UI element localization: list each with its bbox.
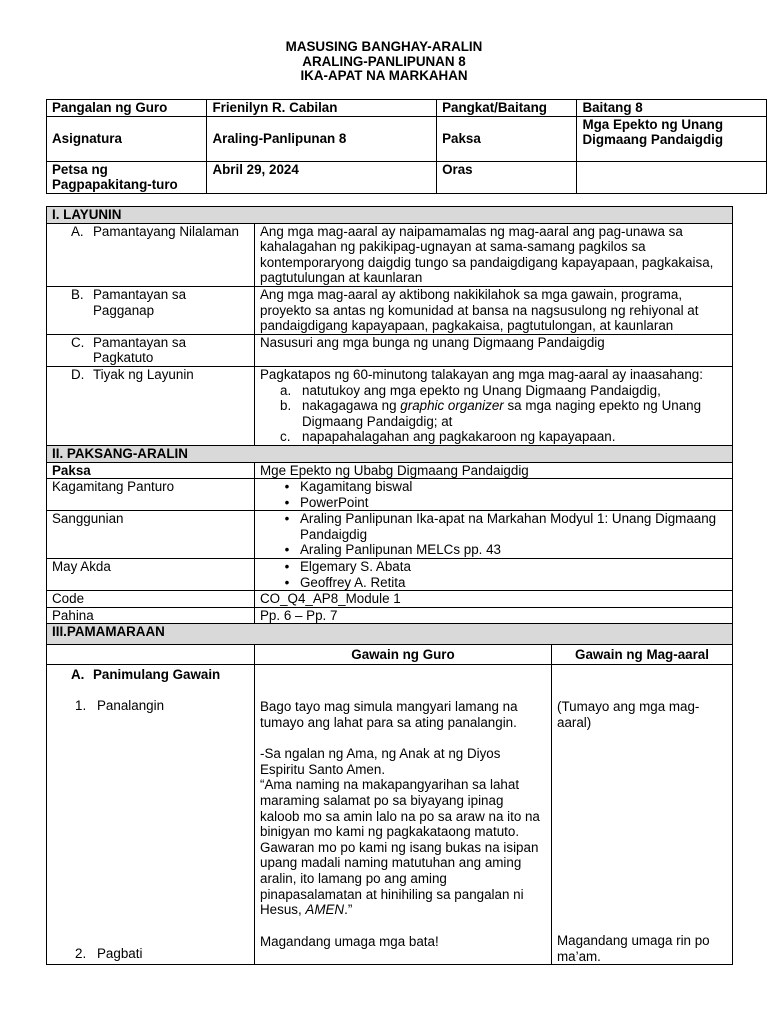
petsa-value: Abril 29, 2024: [207, 161, 437, 193]
objective-text-part: sa mga naging epekto ng Unang Digmaang Pandaigdig; at: [302, 398, 702, 429]
list-item: [260, 575, 727, 591]
layunin-d-label: Tiyak ng Layunin: [93, 366, 194, 382]
layunin-a-letter: A.: [71, 223, 84, 239]
paksa-label: Paksa: [437, 116, 577, 161]
code-label: Code: [47, 591, 255, 608]
layunin-a-text: Ang mga mag-aaral ay naipamamalas ng mag-aaral ang pag-unawa sa kahalagahan ng pakikipag-ugnayan at sama-samang pagkilos sa kontemporaryong daigdig tungo sa pandaigdigang kapayapaan, pagkakaisa, pagtutulungan at kaunlaran: [255, 223, 733, 286]
layunin-a-label-cell: [47, 223, 255, 286]
sign-of-cross: -Sa ngalan ng Ama, ng Anak at ng Diyos Espiritu Santo Amen.: [260, 746, 501, 777]
layunin-d-intro: Pagkatapos ng 60-minutong talakayan ang mga mag-aaral ay inaasahang:: [260, 366, 703, 382]
kagamitan-list: [255, 479, 733, 511]
kagamitan-label: Kagamitang Panturo: [47, 479, 255, 511]
bullet: •: [284, 494, 290, 510]
header-subject: ARALING-PANLIPUNAN 8: [302, 53, 466, 69]
paksa-value: Mga Epekto ng Unang Digmaang Pandaigdig: [577, 116, 767, 161]
asignatura-value: Araling-Panlipunan 8: [207, 116, 437, 161]
akda-label: May Akda: [47, 559, 255, 591]
objective-marker: c.: [280, 429, 291, 445]
paksa2-label: Paksa: [47, 462, 255, 479]
layunin-b-label: Pamantayan sa Pagganap: [93, 286, 187, 318]
list-item: [260, 511, 727, 542]
prayer-body: “Ama naming na makapangyarihan sa lahat maraming salamat po sa biyayang ipinag kaloob mo sa amin lalo na po sa araw na ito na binigyan mo kami ng pagkakataong matuto. Gawaran mo po kami ng isang bukas na isipan upang madali naming matutuhan ang aming aralin, ito lamang po ang aming pinapasalamatan at hinihiling sa pangalan ni Hesus,: [260, 777, 540, 918]
panalangin-instruction: Bago tayo mag simula mangyari lamang na tumayo ang lahat para sa ating panalangin.: [260, 699, 518, 730]
list-item-text: Elgemary S. Abata: [300, 559, 411, 575]
list-item: [260, 495, 727, 511]
list-item-text: PowerPoint: [300, 494, 369, 510]
bullet: •: [284, 511, 290, 527]
list-item-text: Araling Panlipunan Ika-apat na Markahan Modyul 1: Unang Digmaang Pandaigdig: [300, 511, 717, 542]
list-item: [260, 559, 727, 575]
teacher-info-table: [46, 99, 767, 194]
layunin-d-letter: D.: [71, 366, 85, 382]
objective-marker: b.: [280, 398, 292, 414]
layunin-d-cell: [255, 366, 733, 445]
col-empty: [47, 645, 255, 665]
pagbati-number: 2.: [75, 946, 87, 962]
code-value: CO_Q4_AP8_Module 1: [255, 591, 733, 608]
pahina-label: Pahina: [47, 607, 255, 624]
panimula-letter: A.: [71, 667, 85, 683]
layunin-a-label: Pamantayang Nilalaman: [93, 223, 239, 239]
col-gawain-guro: Gawain ng Guro: [255, 645, 552, 665]
student-response-greet: Magandang umaga rin po ma’am.: [557, 933, 710, 964]
pagbati-label: Pagbati: [97, 946, 143, 962]
document-header: [0, 40, 768, 84]
layunin-c-text: Nasusuri ang mga bunga ng unang Digmaang Pandaigdig: [255, 334, 733, 366]
pagbati-guro: Magandang umaga mga bata!: [260, 933, 439, 949]
magaaral-activity-cell: [552, 665, 733, 965]
guro-activity-cell: [255, 665, 552, 965]
header-quarter: IKA-APAT NA MARKAHAN: [300, 68, 468, 84]
prayer-amen: AMEN: [305, 902, 345, 918]
layunin-d-label-cell: [47, 366, 255, 445]
bullet: •: [284, 574, 290, 590]
layunin-c-label: Pamantayan sa Pagkatuto: [93, 334, 187, 366]
guro-label: Pangalan ng Guro: [47, 100, 207, 117]
header-title: MASUSING BANGHAY-ARALIN: [285, 39, 483, 54]
list-item: [260, 542, 727, 558]
section-pamamaraan: III.PAMAMARAAN: [47, 624, 733, 645]
panimula-cell: [47, 665, 255, 965]
section-layunin: I. LAYUNIN: [47, 207, 733, 224]
objective-text: [302, 398, 727, 429]
oras-value: [577, 161, 767, 193]
list-item-text: Kagamitang biswal: [300, 479, 413, 495]
bullet: •: [284, 479, 290, 495]
prayer-end: .”: [344, 902, 353, 918]
panalangin-number: 1.: [75, 697, 87, 713]
bullet: •: [284, 559, 290, 575]
section-paksang-aralin: II. PAKSANG-ARALIN: [47, 445, 733, 462]
objective-item: [260, 383, 727, 399]
pangkat-value: Baitang 8: [577, 100, 767, 117]
pahina-value: Pp. 6 – Pp. 7: [255, 607, 733, 624]
sanggunian-list: [255, 511, 733, 559]
objective-item: [260, 429, 727, 445]
prayer-text: [260, 777, 546, 917]
petsa-label: Petsa ng Pagpapakitang-turo: [47, 161, 207, 193]
guro-value: Frienilyn R. Cabilan: [207, 100, 437, 117]
asignatura-label: Asignatura: [47, 116, 207, 161]
layunin-b-label-cell: [47, 286, 255, 334]
bullet: •: [284, 542, 290, 558]
list-item-text: Araling Panlipunan MELCs pp. 43: [300, 542, 501, 558]
objective-emphasis: graphic organizer: [400, 398, 504, 414]
akda-list: [255, 559, 733, 591]
col-gawain-magaaral: Gawain ng Mag-aaral: [552, 645, 733, 665]
paksa2-value: Mge Epekto ng Ubabg Digmaang Pandaigdig: [255, 462, 733, 479]
layunin-b-text: Ang mga mag-aaral ay aktibong nakikilahok sa mga gawain, programa, proyekto sa antas ng komunidad at bansa na nagsusulong ng rehiyonal at pandaigdigang kapayapaan, pagkakaisa, pagtutulongan, at kaunlaran: [255, 286, 733, 334]
objective-marker: a.: [280, 382, 292, 398]
list-item: [260, 479, 727, 495]
sanggunian-label: Sanggunian: [47, 511, 255, 559]
pangkat-label: Pangkat/Baitang: [437, 100, 577, 117]
student-response-stand: (Tumayo ang mga mag-aaral): [557, 699, 700, 730]
layunin-c-label-cell: [47, 334, 255, 366]
layunin-c-letter: C.: [71, 334, 85, 350]
list-item-text: Geoffrey A. Retita: [300, 574, 406, 590]
objective-item: [260, 398, 727, 429]
objective-text: natutukoy ang mga epekto ng Unang Digmaang Pandaigdig,: [302, 382, 661, 398]
oras-label: Oras: [437, 161, 577, 193]
panimula-label: Panimulang Gawain: [93, 667, 221, 683]
layunin-b-letter: B.: [71, 286, 84, 302]
objective-text-part: nakagagawa ng: [302, 398, 401, 414]
objective-text: napapahalagahan ang pagkakaroon ng kapayapaan.: [302, 429, 616, 445]
panalangin-label: Panalangin: [97, 697, 165, 713]
lesson-plan-table: [46, 206, 733, 965]
